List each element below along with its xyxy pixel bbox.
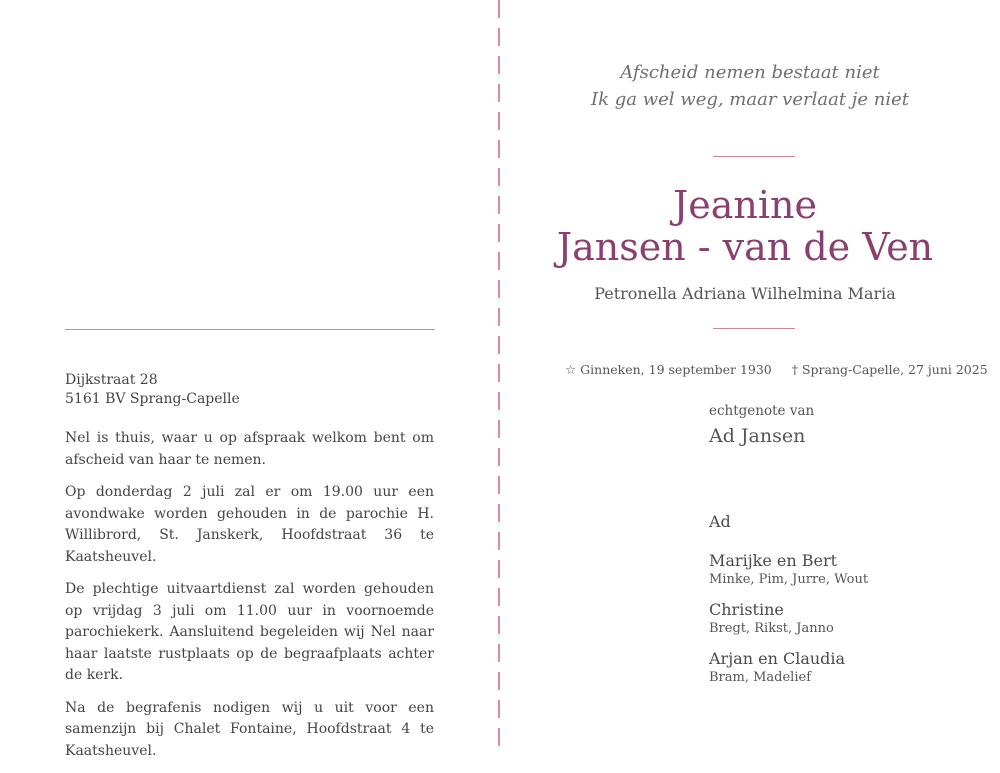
poem-line-2: Ik ga wel weg, maar verlaat je niet bbox=[591, 89, 909, 110]
paragraph-reception: Na de begrafenis nodigen wij u uit voor een samenzijn bij Chalet Fontaine, Hoofdstraat 4 te Kaatsheuvel. bbox=[65, 699, 434, 759]
bottom-short-divider bbox=[713, 328, 795, 329]
family-member-children: Bregt, Rikst, Janno bbox=[709, 621, 834, 636]
family-member-name: Christine bbox=[709, 600, 784, 619]
first-name: Jeanine bbox=[673, 183, 817, 227]
arrangements-text bbox=[65, 428, 434, 773]
death-date: † Sprang-Capelle, 27 juni 2025 bbox=[791, 362, 988, 377]
family-member-name: Marijke en Bert bbox=[709, 551, 838, 570]
signature-first: Ad bbox=[709, 512, 731, 531]
poem bbox=[560, 59, 940, 113]
paragraph-funeral: De plechtige uitvaartdienst zal worden gehouden op vrijdag 3 juli om 11.00 uur in voornoemde parochiekerk. Aansluitend begeleiden wij Nel naar haar laatste rustplaats op de begraafplaats achter de kerk. bbox=[65, 581, 434, 683]
relation-label: echtgenote van bbox=[709, 403, 815, 419]
fold-line bbox=[498, 0, 500, 752]
deceased-name bbox=[520, 184, 970, 268]
birth-date: ☆ Ginneken, 19 september 1930 bbox=[565, 362, 772, 377]
left-divider bbox=[65, 329, 435, 330]
top-short-divider bbox=[713, 156, 795, 157]
family-member-children: Bram, Madelief bbox=[709, 670, 812, 685]
poem-line-1: Afscheid nemen bestaat niet bbox=[620, 62, 880, 83]
spouse-name: Ad Jansen bbox=[709, 425, 806, 447]
dates-line bbox=[565, 362, 988, 377]
family-member-children: Minke, Pim, Jurre, Wout bbox=[709, 572, 869, 587]
family-name: Jansen - van de Ven bbox=[556, 225, 934, 269]
given-names: Petronella Adriana Wilhelmina Maria bbox=[594, 284, 896, 303]
paragraph-visit: Nel is thuis, waar u op afspraak welkom bent om afscheid van haar te nemen. bbox=[65, 430, 434, 468]
address-street: Dijkstraat 28 bbox=[65, 372, 158, 388]
address-city: 5161 BV Sprang-Capelle bbox=[65, 391, 240, 407]
paragraph-wake: Op donderdag 2 juli zal er om 19.00 uur een avondwake worden gehouden in de parochie H. Willibrord, St. Janskerk, Hoofdstraat 36 te Kaatsheuvel. bbox=[65, 484, 434, 565]
family-member-name: Arjan en Claudia bbox=[709, 649, 846, 668]
address-block bbox=[65, 371, 240, 409]
